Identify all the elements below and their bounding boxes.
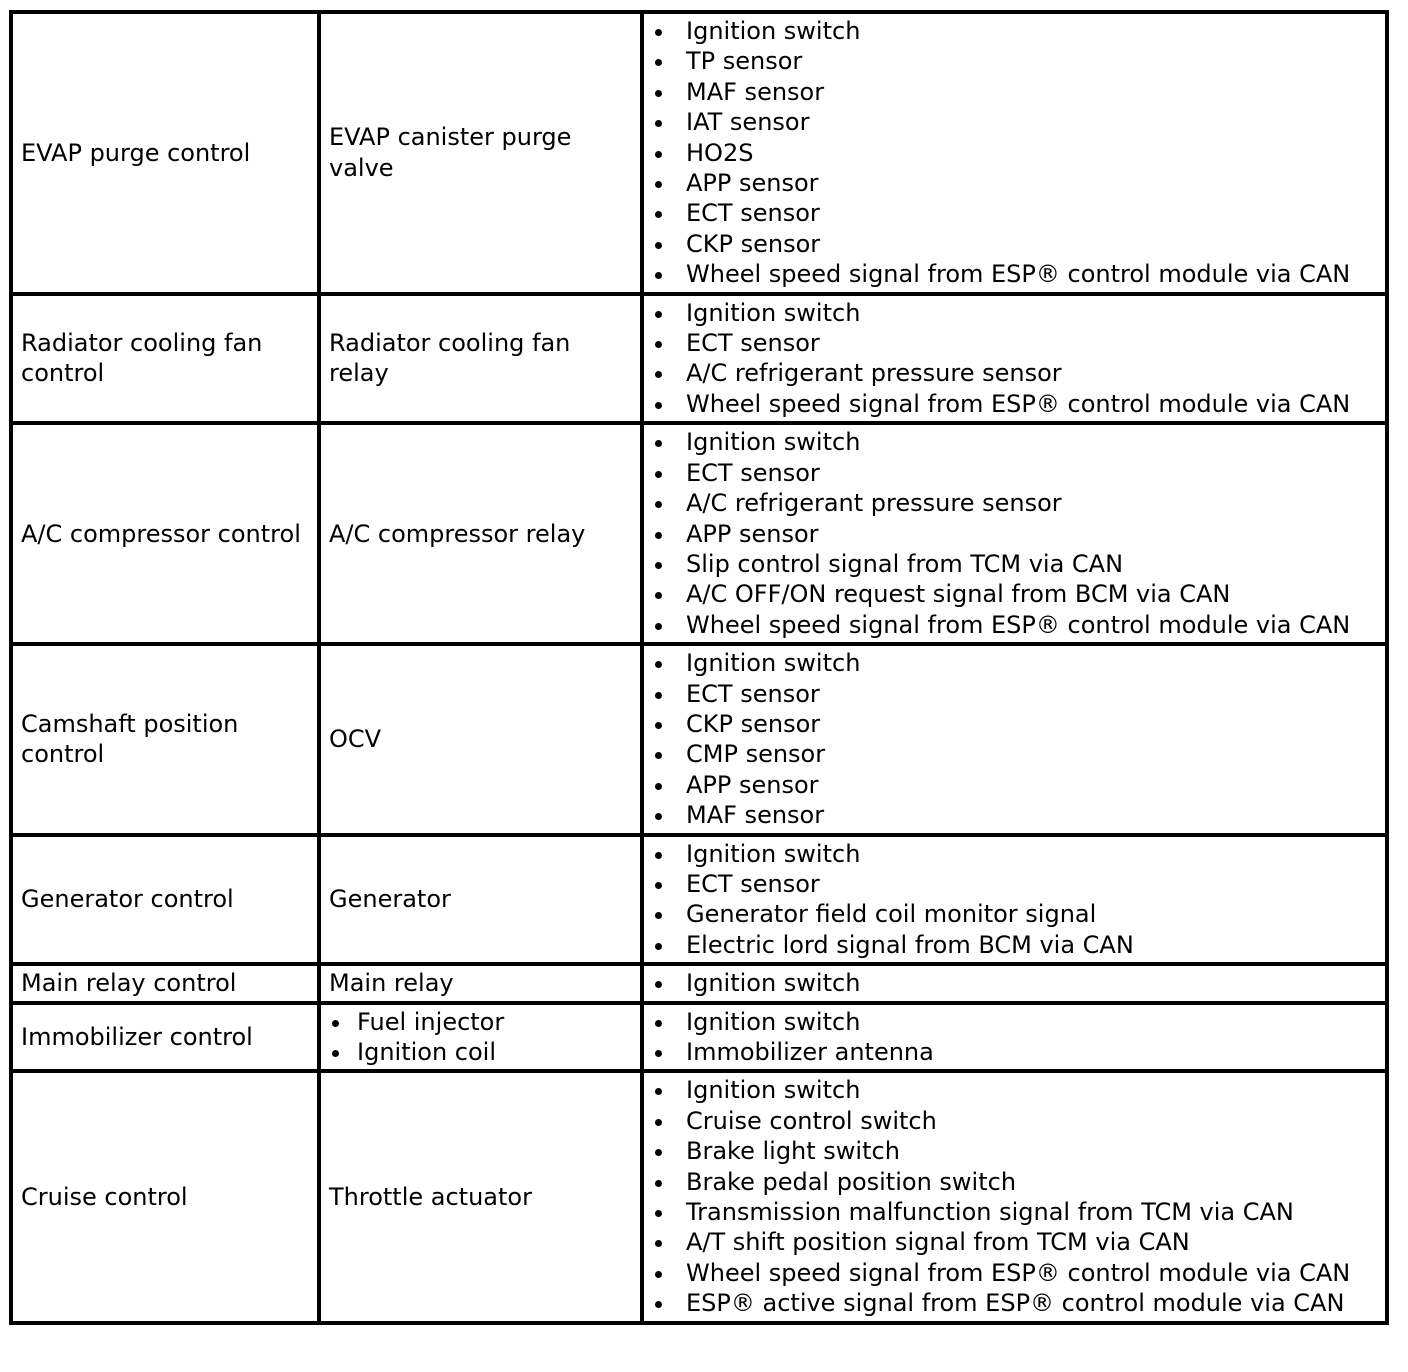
list-item: TP sensor <box>652 46 1383 76</box>
list-item: Ignition switch <box>652 298 1383 328</box>
control-cell: Generator control <box>11 835 319 965</box>
control-cell: EVAP purge control <box>11 12 319 294</box>
list-item: MAF sensor <box>652 77 1383 107</box>
inputs-cell <box>642 12 1387 294</box>
list-item: A/C refrigerant pressure sensor <box>652 488 1383 518</box>
list-item: CMP sensor <box>652 739 1383 769</box>
list-item: A/C OFF/ON request signal from BCM via CAN <box>652 579 1383 609</box>
actuator-cell: Generator <box>319 835 642 965</box>
list-item: ESP® active signal from ESP® control module via CAN <box>652 1288 1383 1318</box>
inputs-list <box>652 1075 1383 1318</box>
list-item: APP sensor <box>652 519 1383 549</box>
list-item: Ignition switch <box>652 427 1383 457</box>
list-item: CKP sensor <box>652 229 1383 259</box>
table-row <box>11 1003 1387 1072</box>
list-item: ECT sensor <box>652 869 1383 899</box>
list-item: Wheel speed signal from ESP® control module via CAN <box>652 1258 1383 1288</box>
list-item: APP sensor <box>652 168 1383 198</box>
list-item: Ignition coil <box>329 1037 634 1067</box>
list-item: HO2S <box>652 138 1383 168</box>
list-item: Ignition switch <box>652 839 1383 869</box>
table-row <box>11 964 1387 1002</box>
list-item: APP sensor <box>652 770 1383 800</box>
inputs-cell <box>642 1071 1387 1322</box>
actuator-cell <box>319 1003 642 1072</box>
list-item: Wheel speed signal from ESP® control module via CAN <box>652 259 1383 289</box>
list-item: Ignition switch <box>652 648 1383 678</box>
control-table-body <box>11 12 1387 1323</box>
control-cell: Immobilizer control <box>11 1003 319 1072</box>
list-item: A/C refrigerant pressure sensor <box>652 358 1383 388</box>
list-item: Transmission malfunction signal from TCM via CAN <box>652 1197 1383 1227</box>
control-cell: A/C compressor control <box>11 423 319 644</box>
inputs-cell <box>642 835 1387 965</box>
inputs-list <box>652 839 1383 961</box>
list-item: Ignition switch <box>652 1075 1383 1105</box>
list-item: Generator field coil monitor signal <box>652 899 1383 929</box>
table-row <box>11 12 1387 294</box>
list-item: Ignition switch <box>652 16 1383 46</box>
list-item: Electric lord signal from BCM via CAN <box>652 930 1383 960</box>
table-row <box>11 423 1387 644</box>
actuator-cell: A/C compressor relay <box>319 423 642 644</box>
list-item: Brake light switch <box>652 1136 1383 1166</box>
actuator-cell: EVAP canister purge valve <box>319 12 642 294</box>
list-item: Fuel injector <box>329 1007 634 1037</box>
control-cell: Camshaft position control <box>11 644 319 834</box>
list-item: MAF sensor <box>652 800 1383 830</box>
inputs-list <box>652 968 1383 998</box>
list-item: Wheel speed signal from ESP® control module via CAN <box>652 610 1383 640</box>
control-cell: Cruise control <box>11 1071 319 1322</box>
list-item: ECT sensor <box>652 198 1383 228</box>
list-item: Immobilizer antenna <box>652 1037 1383 1067</box>
inputs-cell <box>642 294 1387 424</box>
table-row <box>11 1071 1387 1322</box>
inputs-cell <box>642 644 1387 834</box>
inputs-list <box>652 16 1383 290</box>
table-row <box>11 835 1387 965</box>
actuator-cell: Throttle actuator <box>319 1071 642 1322</box>
list-item: Brake pedal position switch <box>652 1167 1383 1197</box>
list-item: ECT sensor <box>652 679 1383 709</box>
inputs-list <box>652 298 1383 420</box>
table-row <box>11 294 1387 424</box>
list-item: CKP sensor <box>652 709 1383 739</box>
control-cell: Main relay control <box>11 964 319 1002</box>
actuator-list <box>329 1007 634 1068</box>
actuator-cell: Radiator cooling fan relay <box>319 294 642 424</box>
inputs-list <box>652 1007 1383 1068</box>
inputs-list <box>652 427 1383 640</box>
list-item: Wheel speed signal from ESP® control module via CAN <box>652 389 1383 419</box>
list-item: Cruise control switch <box>652 1106 1383 1136</box>
list-item: Ignition switch <box>652 1007 1383 1037</box>
list-item: ECT sensor <box>652 328 1383 358</box>
actuator-cell: OCV <box>319 644 642 834</box>
inputs-cell <box>642 423 1387 644</box>
control-cell: Radiator cooling fan control <box>11 294 319 424</box>
list-item: Slip control signal from TCM via CAN <box>652 549 1383 579</box>
list-item: Ignition switch <box>652 968 1383 998</box>
inputs-cell <box>642 964 1387 1002</box>
control-table <box>9 10 1389 1325</box>
list-item: IAT sensor <box>652 107 1383 137</box>
actuator-cell: Main relay <box>319 964 642 1002</box>
table-row <box>11 644 1387 834</box>
list-item: A/T shift position signal from TCM via CAN <box>652 1227 1383 1257</box>
inputs-cell <box>642 1003 1387 1072</box>
inputs-list <box>652 648 1383 830</box>
list-item: ECT sensor <box>652 458 1383 488</box>
